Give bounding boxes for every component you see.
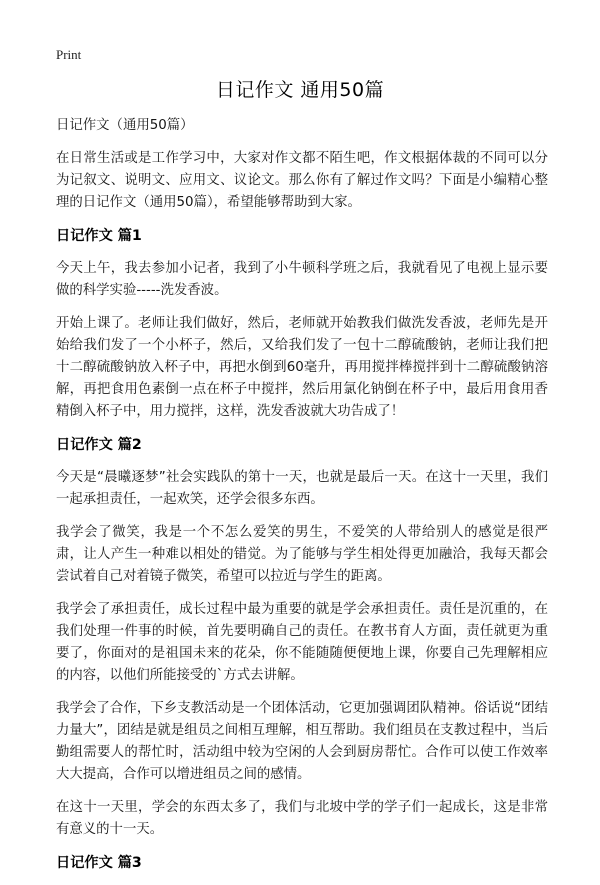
page-title: 日记作文 通用50篇 [215, 79, 385, 101]
section-heading-3: 日记作文 篇3 [56, 855, 142, 871]
section-2-paragraph-2: 我学会了微笑，我是一个不怎么爱笑的男生，不爱笑的人带给别人的感觉是很严肃，让人产生一种难以相处的错觉。为了能够与学生相处得更加融洽，我每天都会尝试着自己对着镜子微笑，希望可以拉近与学生的距离。 [56, 525, 548, 584]
intro-paragraph: 在日常生活或是工作学习中，大家对作文都不陌生吧，作文根据体裁的不同可以分为记叙文、说明文、应用文、议论文。那么你有了解过作文吗？下面是小编精心整理的日记作文（通用50篇），希望能够帮助到大家。 [56, 151, 548, 210]
section-2-paragraph-4: 我学会了合作，下乡支教活动是一个团体活动，它更加强调团队精神。俗话说“团结力量大”，团结是就是组员之间相互理解，相互帮助。我们组员在支教过程中，当后勤组需要人的帮忙时，活动组中较为空闲的人会到厨房帮忙。合作可以使工作效率大大提高，合作可以增进组员之间的感情。 [56, 701, 548, 782]
article-body [56, 115, 548, 885]
section-2-paragraph-1: 今天是“晨曦逐梦”社会实践队的第十一天，也就是最后一天。在这十一天里，我们一起承担责任，一起欢笑，还学会很多东西。 [56, 470, 548, 507]
section-2-paragraph-3: 我学会了承担责任，成长过程中最为重要的就是学会承担责任。责任是沉重的，在我们处理一件事的时候，首先要明确自己的责任。在教书育人方面，责任就更为重要了，你面对的是祖国未来的花朵，你不能随随便便地上课，你要自己先理解相应的内容，以他们所能接受的`方式去讲解。 [56, 602, 548, 683]
section-1-paragraph-2: 开始上课了。老师让我们做好，然后，老师就开始教我们做洗发香波，老师先是开始给我们发了一个小杯子，然后，又给我们发了一包十二醇硫酸钠，老师让我们把十二醇硫酸钠放入杯子中，再把水倒到60毫升，再用搅拌棒搅拌到十二醇硫酸钠溶解，再把食用色素倒一点在杯子中搅拌，然后用氯化钠倒在杯子中，最后用食用香精倒入杯子中，用力搅拌，这样，洗发香波就大功告成了！ [56, 316, 548, 419]
section-1-paragraph-1: 今天上午，我去参加小记者，我到了小牛顿科学班之后，我就看见了电视上显示要做的科学实验-----洗发香波。 [56, 261, 548, 298]
section-2-paragraph-5: 在这十一天里，学会的东西太多了，我们与北坡中学的学子们一起成长，这是非常有意义的十一天。 [56, 800, 548, 837]
section-heading-2: 日记作文 篇2 [56, 437, 142, 453]
section-heading-1: 日记作文 篇1 [56, 228, 142, 244]
print-link[interactable]: Print [56, 47, 82, 62]
article-subtitle: 日记作文（通用50篇） [56, 118, 194, 133]
